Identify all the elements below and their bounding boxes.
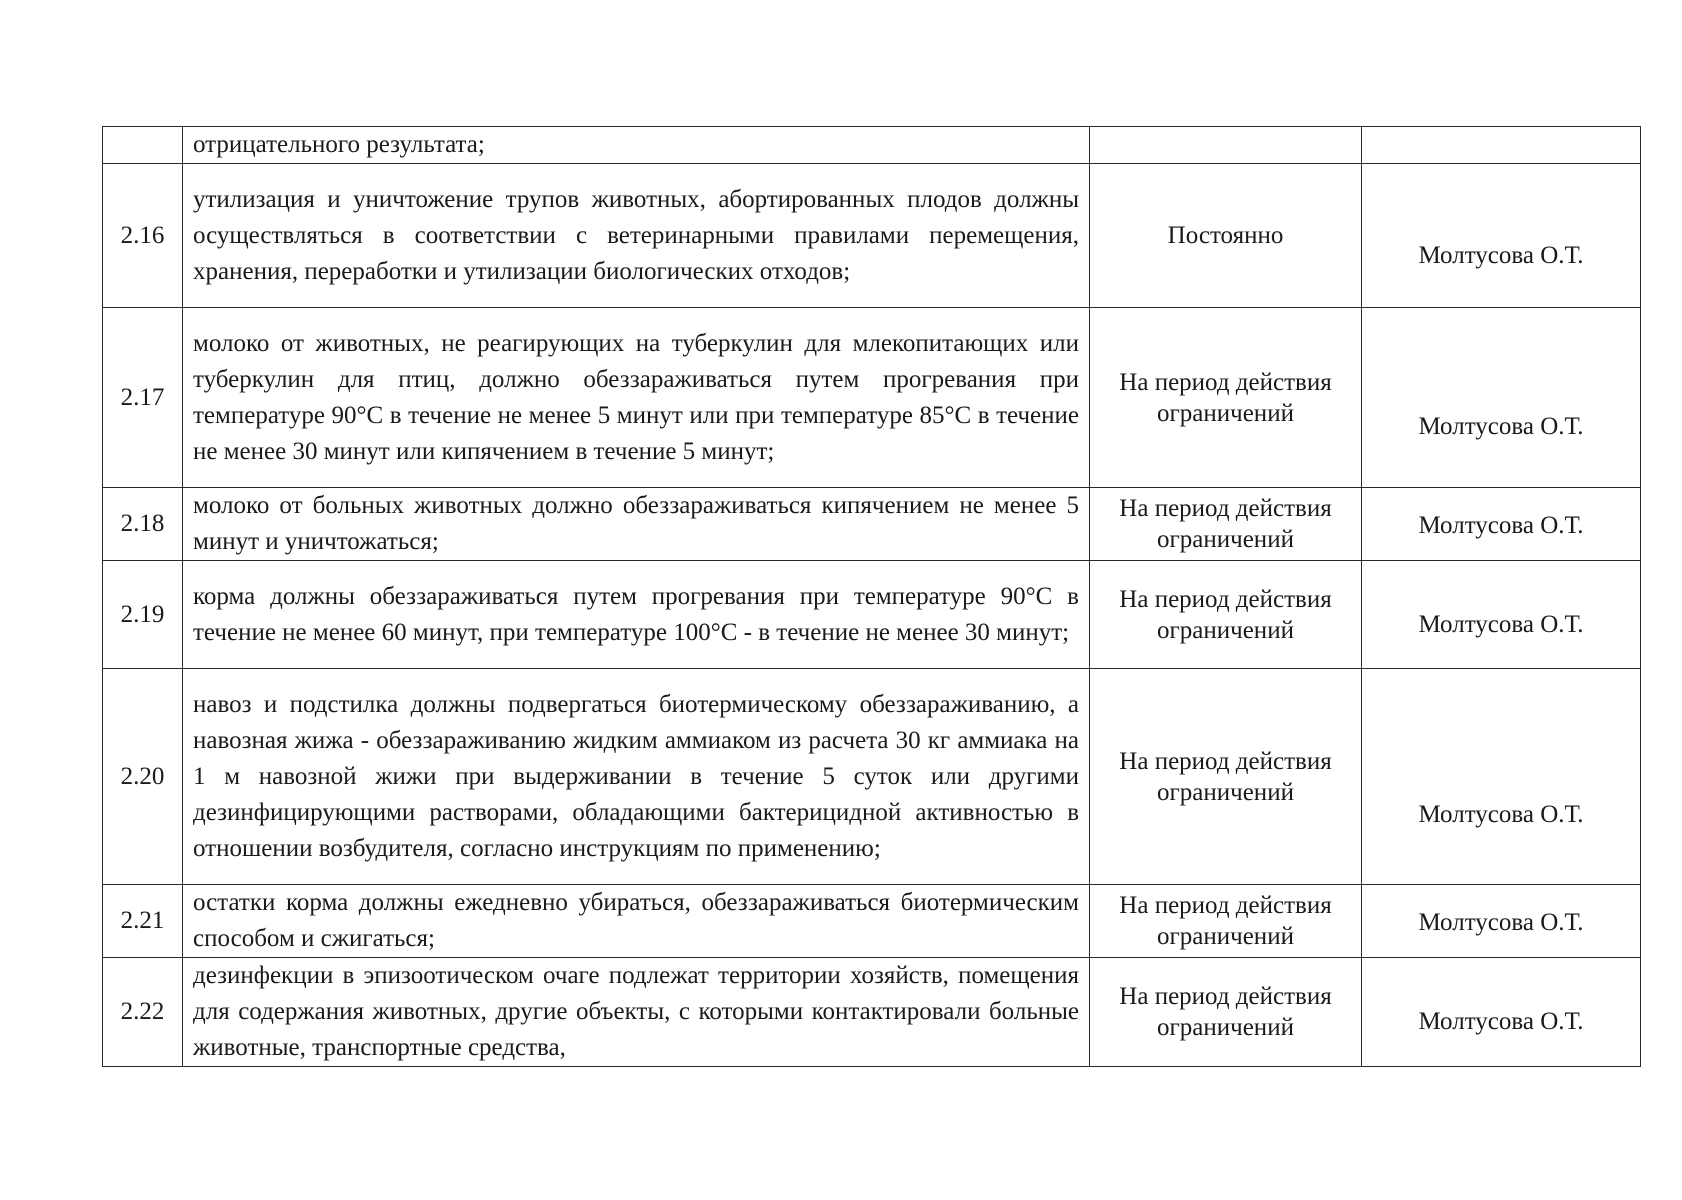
item-number: 2.17 [103,308,183,488]
term-cell: На период действия ограничений [1090,488,1362,561]
item-number: 2.19 [103,561,183,669]
responsible-cell: Молтусова О.Т. [1362,164,1641,308]
responsible-cell: Молтусова О.Т. [1362,669,1641,885]
measure-text: навоз и подстилка должны подвергаться биотермическому обеззараживанию, а навозная жижа - обеззараживанию жидким аммиаком из расчета 30 кг аммиака на 1 м навозной жижи при выдерживании в течение 5 суток или другими дезинфицирующими растворами, обладающими бактерицидной активностью в отношении возбудителя, согласно инструкциям по применению; [183,669,1090,885]
table-row [103,488,1641,561]
responsible-cell: Молтусова О.Т. [1362,958,1641,1067]
item-number [103,127,183,164]
measure-text: отрицательного результата; [183,127,1090,164]
term-cell: На период действия ограничений [1090,958,1362,1067]
table-row [103,669,1641,885]
measure-text: корма должны обеззараживаться путем прогревания при температуре 90°С в течение не менее 60 минут, при температуре 100°С - в течение не менее 30 минут; [183,561,1090,669]
measure-text: молоко от животных, не реагирующих на туберкулин для млекопитающих или туберкулин для птиц, должно обеззараживаться путем прогревания при температуре 90°С в течение не менее 5 минут или при температуре 85°С в течение не менее 30 минут или кипячением в течение 5 минут; [183,308,1090,488]
item-number: 2.22 [103,958,183,1067]
measure-text: дезинфекции в эпизоотическом очаге подлежат территории хозяйств, помещения для содержания животных, другие объекты, с которыми контактировали больные животные, транспортные средства, [183,958,1090,1067]
term-cell: На период действия ограничений [1090,308,1362,488]
table-row [103,308,1641,488]
item-number: 2.16 [103,164,183,308]
table-row [103,164,1641,308]
item-number: 2.21 [103,885,183,958]
responsible-cell: Молтусова О.Т. [1362,308,1641,488]
responsible-cell: Молтусова О.Т. [1362,488,1641,561]
measure-text: утилизация и уничтожение трупов животных, абортированных плодов должны осуществляться в соответствии с ветеринарными правилами перемещения, хранения, переработки и утилизации биологических отходов; [183,164,1090,308]
responsible-cell: Молтусова О.Т. [1362,885,1641,958]
measures-table [102,126,1641,1067]
item-number: 2.20 [103,669,183,885]
table-row [103,958,1641,1067]
table-row [103,127,1641,164]
item-number: 2.18 [103,488,183,561]
term-cell: Постоянно [1090,164,1362,308]
measure-text: остатки корма должны ежедневно убираться, обеззараживаться биотермическим способом и сжигаться; [183,885,1090,958]
responsible-cell [1362,127,1641,164]
term-cell [1090,127,1362,164]
term-cell: На период действия ограничений [1090,561,1362,669]
measure-text: молоко от больных животных должно обеззараживаться кипячением не менее 5 минут и уничтожаться; [183,488,1090,561]
term-cell: На период действия ограничений [1090,669,1362,885]
table-row [103,885,1641,958]
table-row [103,561,1641,669]
term-cell: На период действия ограничений [1090,885,1362,958]
responsible-cell: Молтусова О.Т. [1362,561,1641,669]
